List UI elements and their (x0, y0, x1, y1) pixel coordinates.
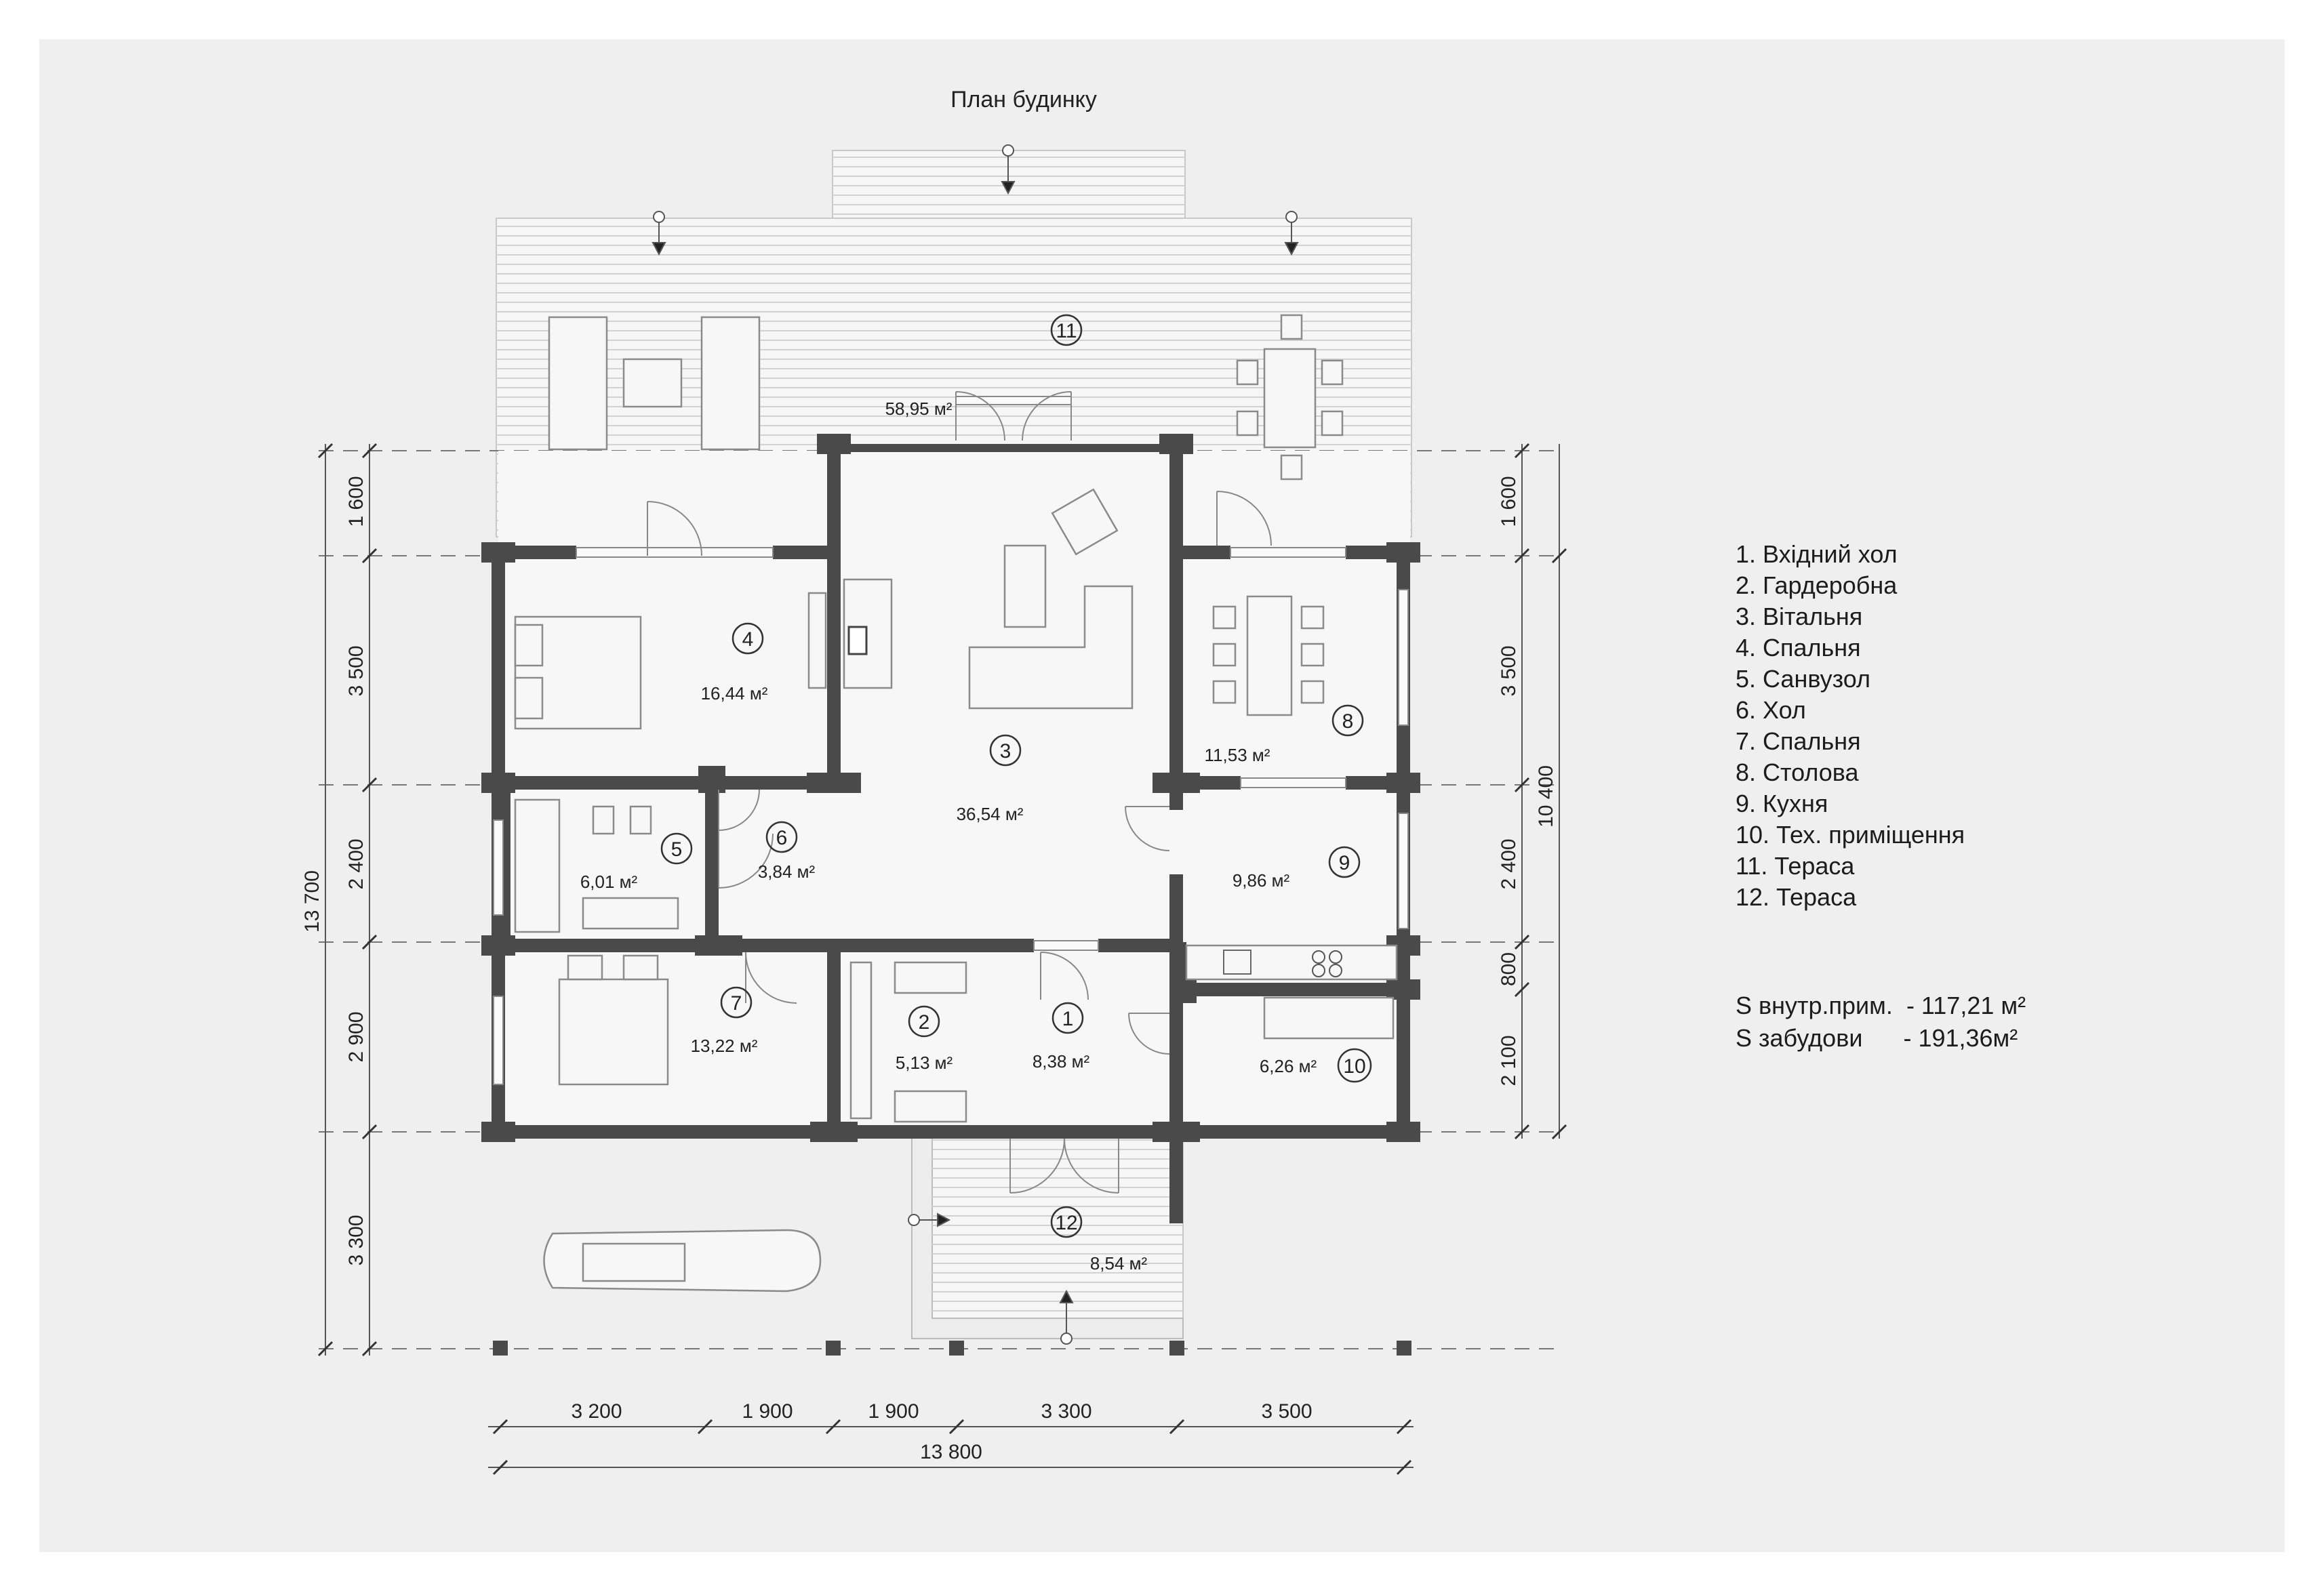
room-number-11: 11 (1056, 320, 1077, 342)
dim-left-1: 1 600 (345, 476, 367, 527)
dim-bottom-2: 1 900 (742, 1400, 793, 1423)
legend-item: 1. Вхідний хол (1736, 540, 1898, 568)
room-area-9: 9,86 м² (1232, 870, 1290, 891)
dim-bottom-1: 3 200 (571, 1400, 622, 1423)
terrace-12 (912, 1132, 1183, 1339)
footprint-area-row (1736, 1022, 2026, 1055)
room-legend (1736, 539, 1965, 913)
room-number-10: 10 (1343, 1055, 1366, 1078)
dim-bottom-4: 3 300 (1041, 1400, 1092, 1423)
room-area-7: 13,22 м² (690, 1036, 758, 1056)
room-area-8: 11,53 м² (1204, 745, 1270, 765)
room-number-12: 12 (1055, 1212, 1078, 1234)
dim-left-3: 2 400 (345, 838, 367, 890)
dim-left-2: 3 500 (345, 645, 367, 697)
legend-item: 11. Тераса (1736, 852, 1855, 880)
room-number-4: 4 (742, 628, 754, 651)
room-area-6: 3,84 м² (757, 861, 816, 882)
room-area-10: 6,26 м² (1259, 1056, 1317, 1076)
dim-left-5: 3 300 (345, 1215, 367, 1266)
dim-bottom-3: 1 900 (868, 1400, 919, 1423)
dim-left-total: 13 700 (301, 870, 323, 933)
legend-item: 2. Гардеробна (1736, 571, 1898, 599)
area-summary (1736, 990, 2026, 1055)
legend-item: 9. Кухня (1736, 790, 1828, 817)
room-number-9: 9 (1338, 852, 1350, 874)
room-area-11: 58,95 м² (885, 399, 953, 419)
legend-item: 6. Хол (1736, 696, 1806, 724)
room-area-3: 36,54 м² (956, 804, 1024, 824)
legend-item: 8. Столова (1736, 758, 1859, 786)
dim-right-4: 800 (1498, 952, 1520, 987)
bottom-dimensions (571, 1400, 1312, 1463)
interior-area-row (1736, 990, 2026, 1022)
legend-item: 4. Спальня (1736, 634, 1861, 661)
legend-item: 7. Спальня (1736, 727, 1861, 755)
room-area-2: 5,13 м² (895, 1053, 953, 1073)
legend-item: 12. Тераса (1736, 883, 1857, 911)
room-number-8: 8 (1342, 710, 1354, 733)
room-area-5: 6,01 м² (580, 872, 638, 892)
dim-bottom-5: 3 500 (1261, 1400, 1313, 1423)
dim-left-4: 2 900 (345, 1011, 367, 1063)
dim-right-3: 2 400 (1498, 838, 1520, 890)
footprint-area-value: - 191,36м² (1903, 1024, 2018, 1052)
footprint-area-label: S забудови (1736, 1024, 1863, 1052)
room-number-6: 6 (776, 827, 788, 849)
interior-area-value: - 117,21 м² (1906, 992, 2026, 1019)
plan-title: План будинку (950, 87, 1097, 113)
dim-right-total: 10 400 (1535, 765, 1557, 828)
left-dimensions (301, 476, 367, 1265)
dim-right-5: 2 100 (1498, 1035, 1520, 1086)
room-number-2: 2 (918, 1011, 930, 1034)
living-bay (833, 451, 1175, 566)
room-area-4: 16,44 м² (700, 683, 768, 704)
room-number-1: 1 (1062, 1008, 1074, 1030)
legend-item: 5. Санвузол (1736, 665, 1871, 693)
room-area-1: 8,38 м² (1032, 1051, 1090, 1072)
legend-item: 10. Тех. приміщення (1736, 821, 1965, 849)
dim-right-2: 3 500 (1498, 645, 1520, 697)
room-area-12: 8,54 м² (1089, 1253, 1148, 1274)
room-number-5: 5 (670, 838, 683, 861)
room-number-3: 3 (999, 740, 1011, 762)
dim-right-1: 1 600 (1498, 476, 1520, 527)
right-dimensions (1498, 476, 1557, 1086)
interior-area-label: S внутр.прим. (1736, 992, 1893, 1019)
room-number-7: 7 (730, 992, 742, 1015)
dim-bottom-total: 13 800 (920, 1441, 982, 1463)
legend-item: 3. Вітальня (1736, 603, 1863, 630)
